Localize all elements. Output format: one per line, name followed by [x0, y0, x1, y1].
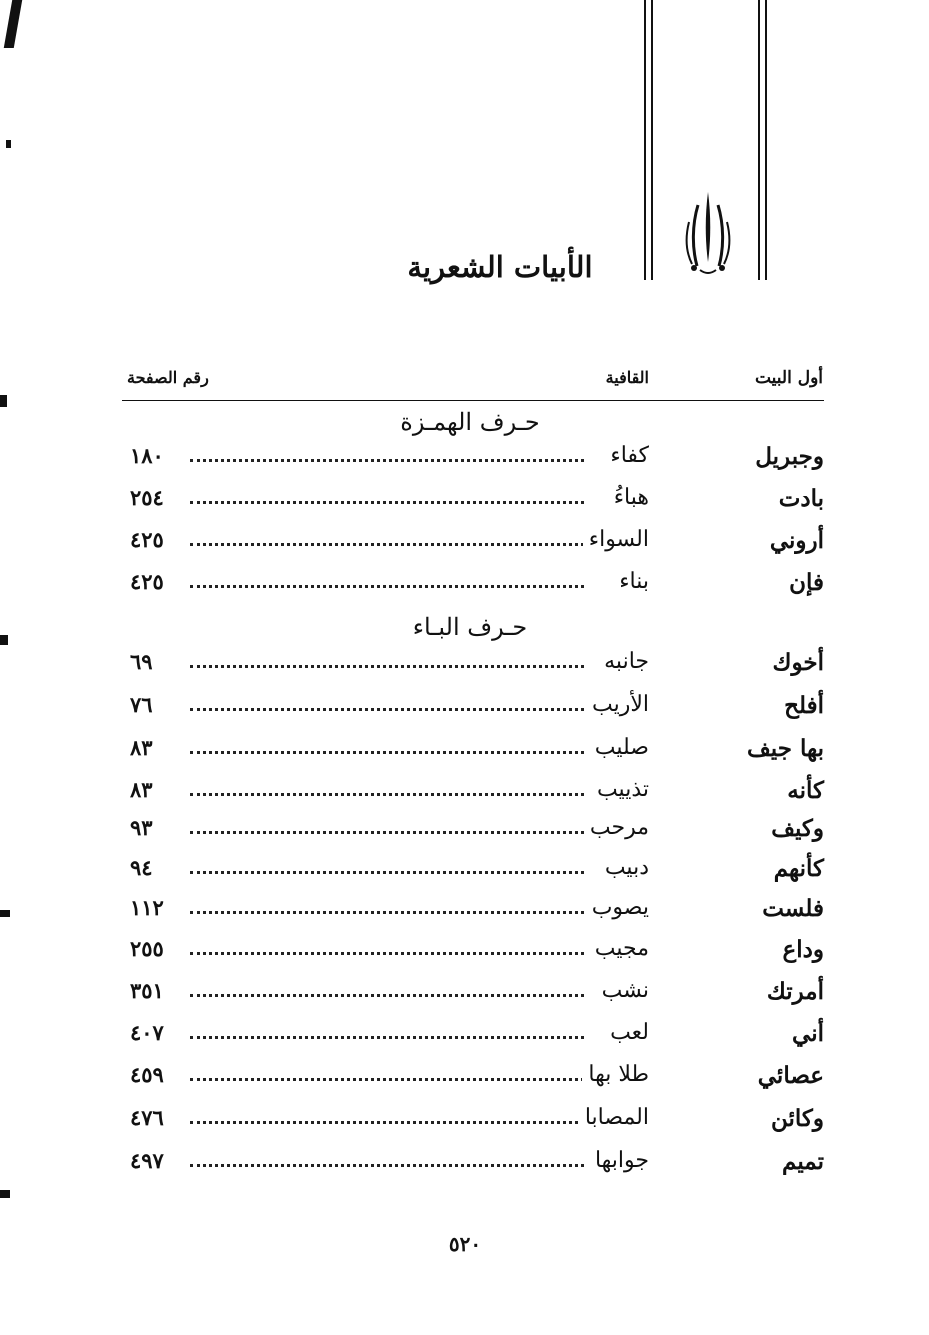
scan-edge-mark: [0, 395, 7, 407]
entry-first-word: تميم: [782, 1148, 824, 1175]
index-entry: [122, 649, 824, 683]
entry-rhyme: نشب: [596, 978, 649, 1003]
index-entry: [122, 443, 824, 477]
entry-rhyme: جانبه: [598, 649, 649, 674]
entry-page-number: ٨٣: [130, 735, 153, 760]
entry-first-word: وداع: [782, 936, 824, 963]
entry-first-word: فإن: [789, 569, 824, 596]
entry-rhyme: دبيب: [599, 855, 649, 880]
scan-edge-mark: [6, 140, 11, 148]
dot-leader: [190, 1121, 584, 1124]
entry-first-word: أني: [792, 1020, 824, 1047]
entry-rhyme: مجيب: [589, 936, 649, 961]
entry-rhyme: يصوب: [586, 895, 649, 920]
index-entry: [122, 692, 824, 726]
dot-leader: [190, 1036, 584, 1039]
entry-rhyme: كفاء: [604, 443, 649, 468]
entry-page-number: ١١٢: [130, 895, 164, 920]
dot-leader: [190, 994, 584, 997]
entry-first-word: بها جيف: [747, 735, 824, 762]
header-page-number: رقم الصفحة: [127, 368, 209, 387]
index-entry: [122, 1148, 824, 1182]
entry-rhyme: السواء: [583, 527, 649, 552]
entry-first-word: وجبريل: [755, 443, 824, 470]
dot-leader: [190, 585, 584, 588]
index-entry: [122, 777, 824, 811]
entry-first-word: وكائن: [771, 1105, 824, 1132]
dot-leader: [190, 665, 584, 668]
entry-rhyme: صليب: [589, 735, 649, 760]
section-title-hamza: حـرف الهمـزة: [400, 408, 540, 436]
entry-first-word: أفلح: [784, 692, 824, 719]
scan-edge-mark: [0, 910, 10, 917]
entry-page-number: ٨٣: [130, 777, 153, 802]
entry-page-number: ٢٥٤: [130, 485, 164, 510]
dot-leader: [190, 911, 584, 914]
index-entry: [122, 569, 824, 603]
index-entry: [122, 527, 824, 561]
entry-rhyme: لعب: [604, 1020, 649, 1045]
index-entry: [122, 815, 824, 849]
entry-page-number: ٣٥١: [130, 978, 164, 1003]
entry-first-word: كأنهم: [773, 855, 824, 882]
entry-rhyme: بناء: [613, 569, 649, 594]
dot-leader: [190, 831, 584, 834]
scan-edge-mark: [4, 0, 22, 48]
index-entry: [122, 1105, 824, 1139]
entry-page-number: ٤٢٥: [130, 527, 164, 552]
dot-leader: [190, 793, 584, 796]
entry-first-word: أمرتك: [766, 978, 824, 1005]
entry-first-word: أروني: [769, 527, 824, 554]
entry-page-number: ٧٦: [130, 692, 153, 717]
entry-first-word: كأنه: [787, 777, 824, 804]
entry-page-number: ٤٧٦: [130, 1105, 164, 1130]
entry-rhyme: مرحب: [584, 815, 649, 840]
dot-leader: [190, 952, 584, 955]
header-first-words: أول البيت: [754, 368, 823, 388]
entry-page-number: ٩٤: [130, 855, 153, 880]
entry-page-number: ٤٩٧: [130, 1148, 164, 1173]
page-title: الأبيات الشعرية: [407, 250, 593, 284]
entry-first-word: بادت: [778, 485, 824, 512]
entry-rhyme: طلا بها: [582, 1062, 649, 1087]
entry-page-number: ٩٣: [130, 815, 153, 840]
header-rhyme: القافية: [605, 368, 649, 387]
dot-leader: [190, 1078, 584, 1081]
entry-rhyme: تذييب: [591, 777, 649, 802]
entry-first-word: فلست: [762, 895, 824, 922]
entry-rhyme: المصابا: [579, 1105, 649, 1130]
entry-first-word: أخوك: [772, 649, 824, 676]
entry-rhyme: جوابها: [589, 1148, 649, 1173]
entry-first-word: عصائي: [757, 1062, 824, 1089]
fleuron-ornament: [642, 0, 772, 285]
dot-leader: [190, 543, 584, 546]
entry-rhyme: هباءُ: [608, 485, 649, 510]
index-entry: [122, 1062, 824, 1096]
dot-leader: [190, 871, 584, 874]
entry-page-number: ٤٢٥: [130, 569, 164, 594]
index-entry: [122, 1020, 824, 1054]
index-entry: [122, 855, 824, 889]
entry-page-number: ٤٥٩: [130, 1062, 164, 1087]
page-number: ٥٢٠: [448, 1232, 482, 1256]
entry-page-number: ٤٠٧: [130, 1020, 164, 1045]
entry-page-number: ٢٥٥: [130, 936, 164, 961]
entry-first-word: وكيف: [771, 815, 824, 842]
dot-leader: [190, 501, 584, 504]
dot-leader: [190, 708, 584, 711]
index-entry: [122, 895, 824, 929]
entry-page-number: ٦٩: [130, 649, 153, 674]
header-divider: [122, 400, 824, 401]
index-entry: [122, 936, 824, 970]
entry-page-number: ١٨٠: [130, 443, 164, 468]
scan-edge-mark: [0, 1190, 10, 1198]
dot-leader: [190, 1164, 584, 1167]
index-entry: [122, 485, 824, 519]
section-title-baa: حـرف البـاء: [412, 613, 528, 641]
dot-leader: [190, 751, 584, 754]
dot-leader: [190, 459, 584, 462]
index-entry: [122, 978, 824, 1012]
entry-rhyme: الأريب: [586, 692, 649, 717]
scan-edge-mark: [0, 635, 8, 645]
index-entry: [122, 735, 824, 769]
